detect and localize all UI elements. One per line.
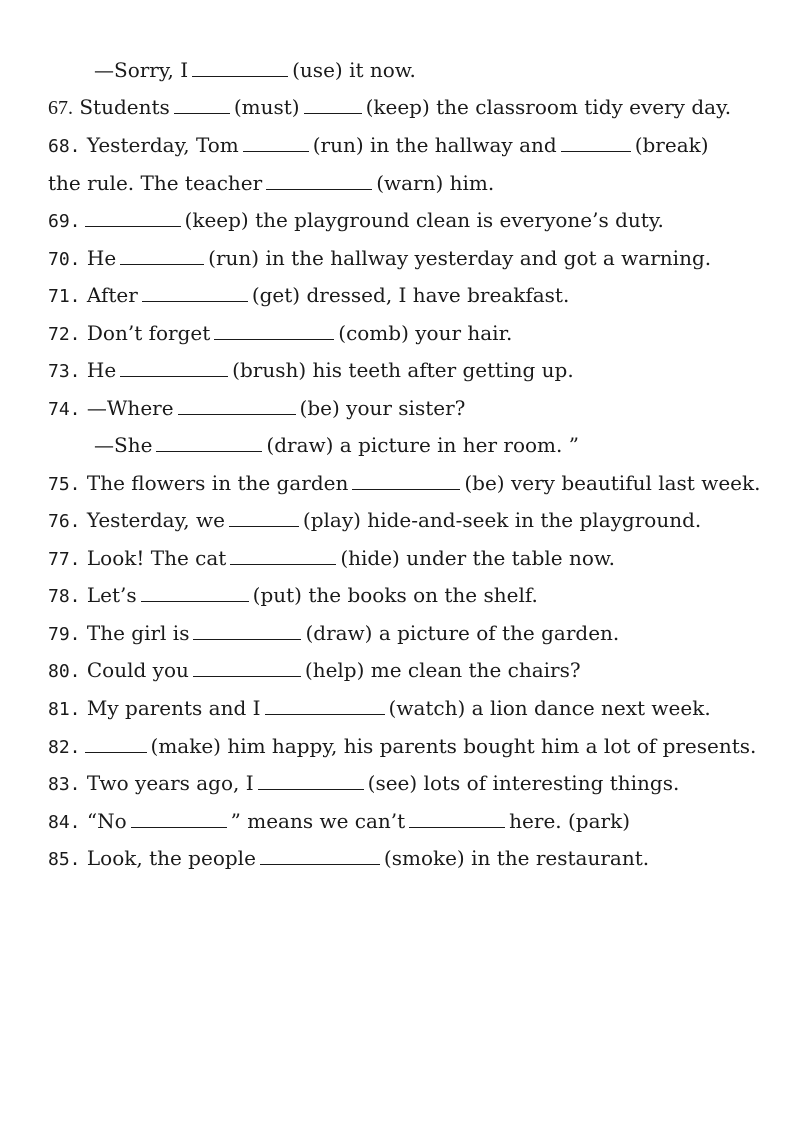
question-85 — [48, 845, 649, 873]
question-70 — [48, 245, 711, 273]
question-number: 75. — [48, 474, 81, 495]
question-number: 78. — [48, 586, 81, 607]
question-number: 70. — [48, 249, 81, 270]
question-hint: (help) me clean the chairs? — [304, 658, 581, 682]
question-hint: (see) lots of interesting things. — [367, 771, 680, 795]
answer-blank[interactable] — [131, 809, 227, 828]
question-number: 82. — [48, 737, 81, 758]
question-number: 77. — [48, 549, 81, 570]
question-text: After — [86, 283, 138, 307]
continued-line — [48, 57, 416, 83]
question-number: 67. — [48, 97, 73, 119]
question-number: 68. — [48, 136, 81, 157]
answer-blank[interactable] — [178, 396, 296, 415]
question-hint: (hide) under the table now. — [340, 546, 616, 570]
question-number: 69. — [48, 211, 81, 232]
question-hint: (be) very beautiful last week. — [464, 471, 761, 495]
answer-blank[interactable] — [561, 133, 631, 152]
question-text: Yesterday, Tom — [86, 133, 239, 157]
question-text: —Where — [86, 396, 174, 420]
question-text: The girl is — [86, 621, 190, 645]
question-text: Look, the people — [86, 846, 256, 870]
question-hint: (warn) him. — [376, 171, 495, 195]
question-hint: (be) your sister? — [299, 396, 466, 420]
answer-blank[interactable] — [142, 283, 248, 302]
question-text: The flowers in the garden — [86, 471, 349, 495]
answer-blank[interactable] — [156, 433, 262, 452]
question-hint: ” means we can’t — [230, 809, 406, 833]
question-number: 80. — [48, 661, 81, 682]
line-hint: (use) it now. — [292, 58, 416, 82]
question-hint: (run) in the hallway yesterday and got a warning. — [208, 246, 712, 270]
question-hint: (keep) the classroom tidy every day. — [365, 95, 732, 119]
question-72 — [48, 320, 512, 348]
question-hint: (break) — [634, 133, 709, 157]
question-76 — [48, 507, 701, 535]
answer-blank[interactable] — [141, 583, 249, 602]
question-73 — [48, 357, 574, 385]
question-79 — [48, 620, 619, 648]
question-hint: (get) dressed, I have breakfast. — [251, 283, 570, 307]
question-text: the rule. The teacher — [48, 171, 263, 195]
question-number: 72. — [48, 324, 81, 345]
question-text: Two years ago, I — [86, 771, 254, 795]
answer-blank[interactable] — [409, 809, 505, 828]
answer-blank[interactable] — [85, 208, 181, 227]
question-text: He — [86, 246, 117, 270]
question-number: 73. — [48, 361, 81, 382]
question-68-continued — [48, 170, 494, 196]
answer-blank[interactable] — [85, 734, 147, 753]
question-number: 81. — [48, 699, 81, 720]
answer-blank[interactable] — [258, 771, 364, 790]
answer-blank[interactable] — [193, 621, 301, 640]
answer-blank[interactable] — [260, 846, 380, 865]
line-text: —Sorry, I — [94, 58, 189, 82]
question-69 — [48, 207, 664, 235]
question-68 — [48, 132, 709, 160]
question-74-reply — [48, 432, 579, 458]
question-hint: (draw) a picture in her room. ” — [266, 433, 579, 457]
question-84 — [48, 808, 630, 836]
question-number: 84. — [48, 812, 81, 833]
question-67 — [48, 94, 731, 121]
answer-blank[interactable] — [174, 95, 230, 114]
question-text: Yesterday, we — [86, 508, 225, 532]
question-number: 85. — [48, 849, 81, 870]
question-81 — [48, 695, 711, 723]
question-hint: (play) hide-and-seek in the playground. — [302, 508, 702, 532]
question-hint: (must) — [233, 95, 300, 119]
question-text: Students — [79, 95, 170, 119]
question-number: 76. — [48, 511, 81, 532]
answer-blank[interactable] — [120, 246, 204, 265]
question-number: 71. — [48, 286, 81, 307]
question-75 — [48, 470, 760, 498]
answer-blank[interactable] — [193, 658, 301, 677]
question-80 — [48, 657, 581, 685]
question-number: 83. — [48, 774, 81, 795]
question-text: My parents and I — [86, 696, 261, 720]
question-number: 79. — [48, 624, 81, 645]
question-83 — [48, 770, 679, 798]
answer-blank[interactable] — [304, 95, 362, 114]
question-hint: (draw) a picture of the garden. — [305, 621, 620, 645]
question-number: 74. — [48, 399, 81, 420]
question-74 — [48, 395, 465, 423]
answer-blank[interactable] — [230, 546, 336, 565]
question-hint: (smoke) in the restaurant. — [383, 846, 650, 870]
question-text: He — [86, 358, 117, 382]
question-82 — [48, 733, 756, 761]
answer-blank[interactable] — [265, 696, 385, 715]
question-hint: (make) him happy, his parents bought him a lot of presents. — [150, 734, 757, 758]
answer-blank[interactable] — [214, 321, 334, 340]
question-text: Don’t forget — [86, 321, 211, 345]
question-text: Let’s — [86, 583, 137, 607]
answer-blank[interactable] — [266, 171, 372, 190]
question-text: Look! The cat — [86, 546, 227, 570]
answer-blank[interactable] — [229, 508, 299, 527]
answer-blank[interactable] — [120, 358, 228, 377]
question-78 — [48, 582, 538, 610]
question-hint: (put) the books on the shelf. — [252, 583, 538, 607]
question-hint: here. (park) — [509, 809, 631, 833]
question-71 — [48, 282, 569, 310]
answer-blank[interactable] — [352, 471, 460, 490]
question-77 — [48, 545, 615, 573]
question-hint: (comb) your hair. — [338, 321, 513, 345]
answer-blank[interactable] — [192, 58, 288, 77]
question-hint: (run) in the hallway and — [312, 133, 557, 157]
question-hint: (keep) the playground clean is everyone’s duty. — [184, 208, 664, 232]
question-hint: (brush) his teeth after getting up. — [232, 358, 574, 382]
question-text: Could you — [86, 658, 189, 682]
question-hint: (watch) a lion dance next week. — [388, 696, 711, 720]
question-text: “No — [86, 809, 127, 833]
answer-blank[interactable] — [243, 133, 309, 152]
question-text: —She — [94, 433, 153, 457]
